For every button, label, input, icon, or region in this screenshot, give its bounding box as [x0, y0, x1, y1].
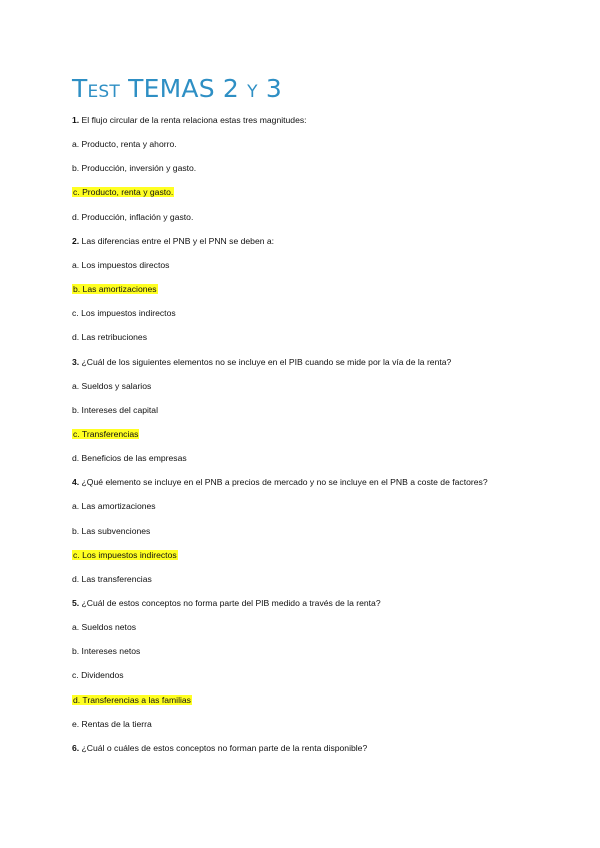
- question-label: ¿Cuál de estos conceptos no forma parte del PIB medido a través de la renta?: [79, 598, 381, 608]
- question-text: [72, 356, 451, 368]
- answer-option: b. Intereses netos: [72, 646, 141, 657]
- answer-highlight: d. Transferencias a las familias: [73, 694, 191, 705]
- question-number: 5.: [72, 598, 80, 608]
- answer-option: a. Producto, renta y ahorro.: [72, 139, 177, 150]
- question-number: 2.: [72, 235, 80, 246]
- answer-highlight: c. Transferencias: [73, 428, 139, 439]
- question-text: [72, 597, 381, 609]
- correct-answer-option: [72, 428, 139, 440]
- question-text: [72, 235, 274, 247]
- answer-option: d. Las transferencias: [72, 573, 152, 584]
- question-label: ¿Cuál o cuáles de estos conceptos no forman parte de la renta disponible?: [79, 742, 368, 753]
- answer-highlight: c. Producto, renta y gasto.: [73, 187, 174, 198]
- answer-option: b. Las subvenciones: [72, 525, 151, 536]
- correct-answer-option: [72, 186, 174, 198]
- question-label: El flujo circular de la renta relaciona estas tres magnitudes:: [79, 115, 307, 125]
- correct-answer-option: [72, 283, 158, 295]
- answer-option: b. Producción, inversión y gasto.: [72, 163, 197, 174]
- question-text: [72, 476, 488, 488]
- question-number: 4.: [72, 477, 80, 488]
- question-label: ¿Qué elemento se incluye en el PNB a precios de mercado y no se incluye en el PNB a coste de factores?: [79, 477, 488, 488]
- answer-highlight: b. Las amortizaciones: [73, 284, 157, 294]
- correct-answer-option: [72, 549, 178, 561]
- question-number: 3.: [72, 356, 80, 367]
- answer-option: d. Producción, inflación y gasto.: [72, 211, 194, 222]
- question-text: [72, 114, 307, 126]
- document-title: TEST TEMAS 2 Y 3: [72, 74, 283, 103]
- question-number: 1.: [72, 115, 80, 125]
- answer-option: a. Los impuestos directos: [72, 259, 170, 270]
- answer-option: a. Sueldos netos: [72, 622, 137, 633]
- question-label: Las diferencias entre el PNB y el PNN se deben a:: [79, 235, 275, 246]
- answer-option: d. Beneficios de las empresas: [72, 453, 187, 464]
- question-label: ¿Cuál de los siguientes elementos no se incluye en el PIB cuando se mide por la vía de la renta?: [79, 356, 452, 367]
- answer-option: c. Dividendos: [72, 670, 124, 681]
- question-text: [72, 742, 367, 754]
- answer-option: e. Rentas de la tierra: [72, 718, 152, 729]
- answer-option: a. Las amortizaciones: [72, 501, 156, 512]
- answer-option: a. Sueldos y salarios: [72, 380, 152, 391]
- answer-highlight: c. Los impuestos indirectos: [73, 549, 177, 560]
- answer-option: b. Intereses del capital: [72, 404, 158, 415]
- correct-answer-option: [72, 694, 192, 706]
- answer-option: d. Las retribuciones: [72, 332, 147, 343]
- answer-option: c. Los impuestos indirectos: [72, 308, 176, 319]
- question-number: 6.: [72, 742, 80, 753]
